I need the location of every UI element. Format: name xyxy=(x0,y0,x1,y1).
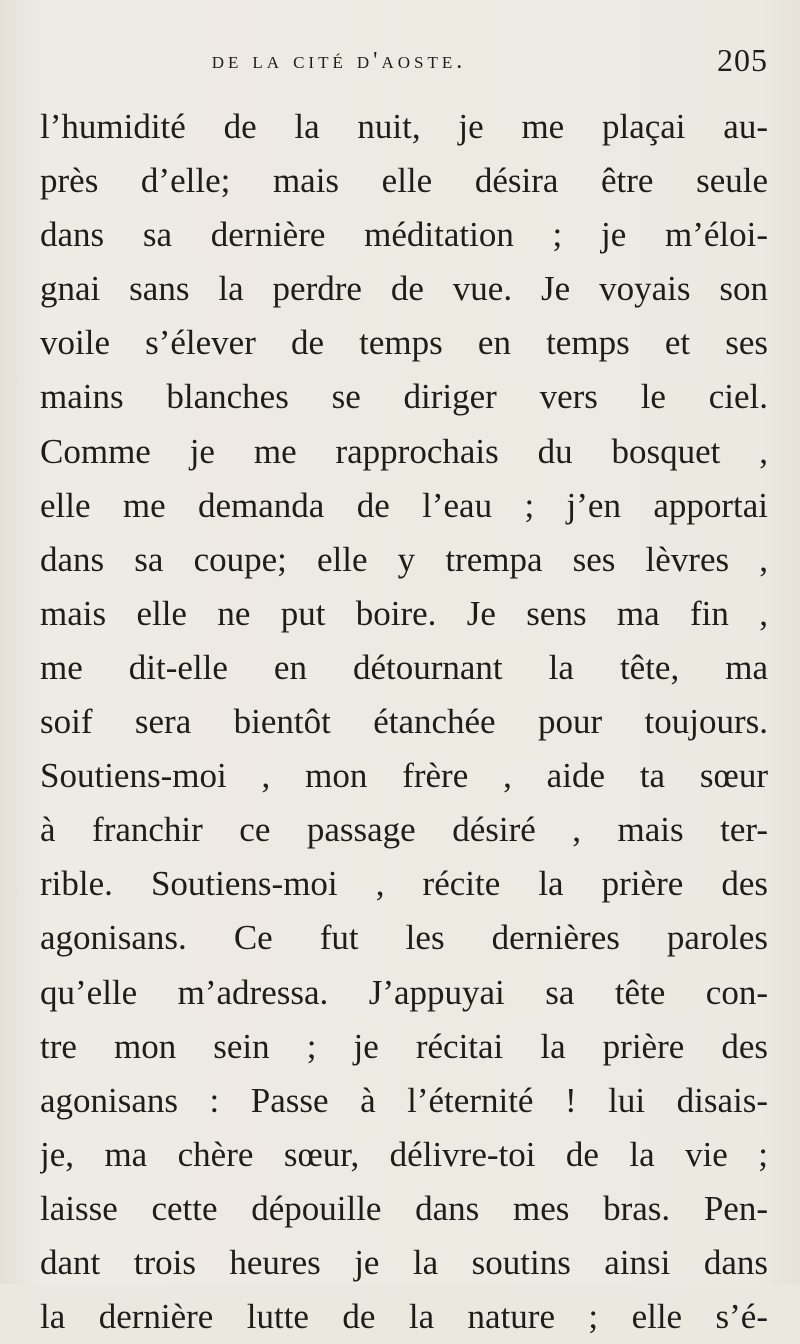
body-text xyxy=(40,100,768,1344)
running-title: de la cité d'aoste. xyxy=(211,48,467,74)
text-line: rible. Soutiens-moi , récite la prière des xyxy=(40,864,768,904)
running-head xyxy=(40,42,768,100)
text-line: soif sera bientôt étanchée pour toujours. xyxy=(40,702,768,742)
text-line: gnai sans la perdre de vue. Je voyais son xyxy=(40,269,768,309)
text-line: l’humidité de la nuit, je me plaçai au- xyxy=(40,107,768,146)
text-line: à franchir ce passage désiré , mais ter- xyxy=(40,810,768,850)
text-line: agonisans : Passe à l’éternité ! lui disais- xyxy=(40,1080,768,1120)
text-line: la dernière lutte de la nature ; elle s’é- xyxy=(40,1297,768,1337)
text-line: près d’elle; mais elle désira être seule xyxy=(40,161,768,201)
text-line: laisse cette dépouille dans mes bras. Pen- xyxy=(40,1188,768,1228)
text-line: dans sa dernière méditation ; je m’éloi- xyxy=(40,215,768,255)
text-line: dans sa coupe; elle y trempa ses lèvres , xyxy=(40,539,768,579)
text-line: je, ma chère sœur, délivre-toi de la vie ; xyxy=(40,1134,768,1174)
text-line: qu’elle m’adressa. J’appuyai sa tête con- xyxy=(40,972,768,1012)
text-line: agonisans. Ce fut les dernières paroles xyxy=(40,918,768,958)
text-line: Comme je me rapprochais du bosquet , xyxy=(40,431,768,471)
text-line: elle me demanda de l’eau ; j’en apportai xyxy=(40,485,768,525)
text-line: Soutiens-moi , mon frère , aide ta sœur xyxy=(40,756,768,796)
text-line: mains blanches se diriger vers le ciel. xyxy=(40,377,768,417)
text-line: dant trois heures je la soutins ainsi dans xyxy=(40,1242,768,1282)
text-line: me dit-elle en détournant la tête, ma xyxy=(40,647,768,687)
text-line: tre mon sein ; je récitai la prière des xyxy=(40,1026,768,1066)
text-line: voile s’élever de temps en temps et ses xyxy=(40,323,768,363)
text-line: mais elle ne put boire. Je sens ma fin , xyxy=(40,593,768,633)
page-number: 205 xyxy=(717,42,768,78)
